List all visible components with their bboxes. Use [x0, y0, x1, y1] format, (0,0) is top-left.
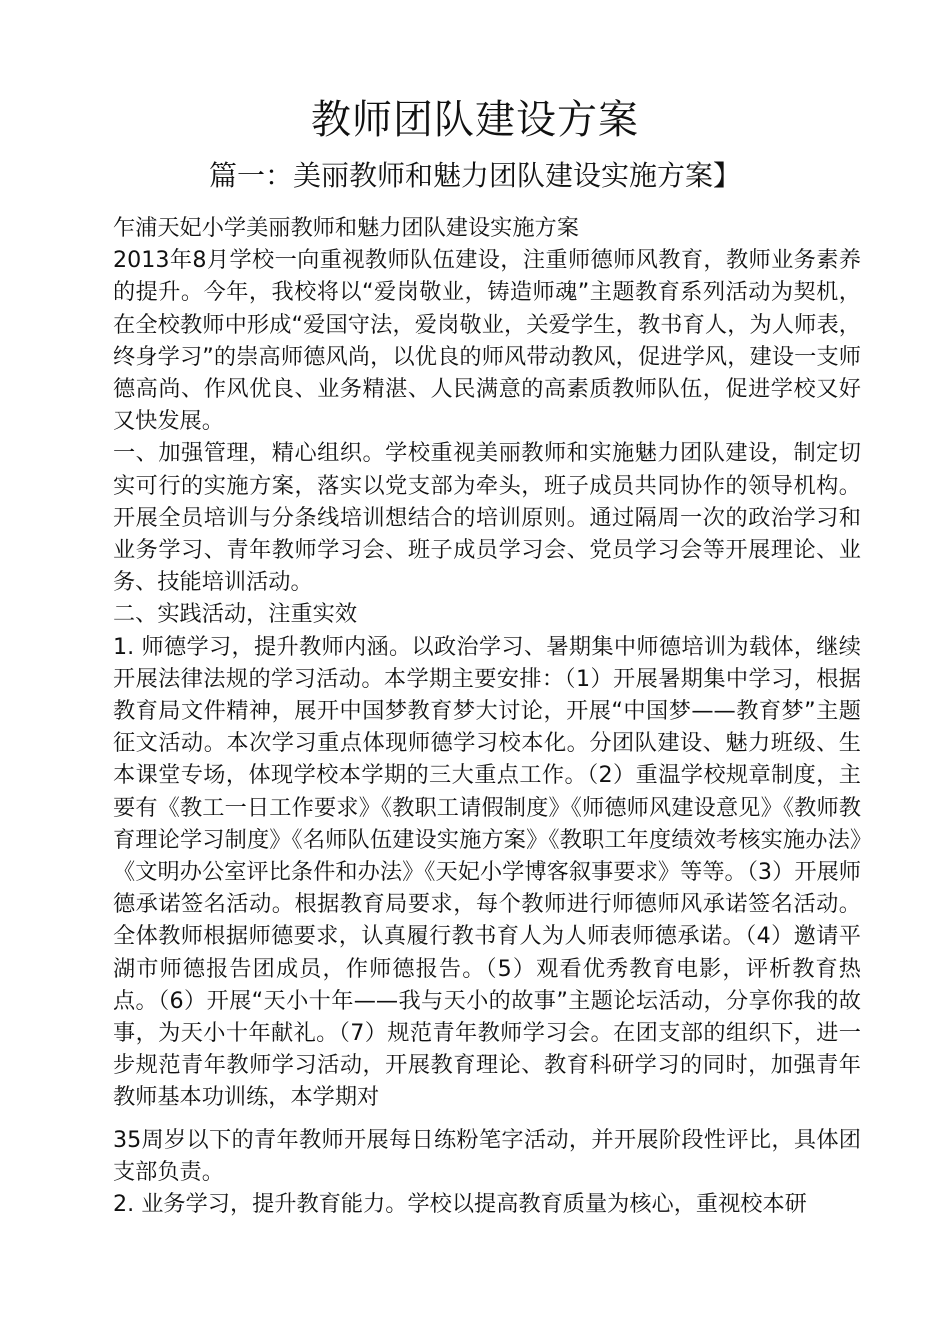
- document-subtitle: 篇一：美丽教师和魅力团队建设实施方案】: [208, 159, 741, 192]
- body-section-2: [113, 1124, 861, 1221]
- intro-paragraph: 2013年8月学校一向重视教师队伍建设，注重师德师风教育，教师业务素养的提升。今年，我校将以“爱岗敬业，铸造师魂”主题教育系列活动为契机，在全校教师中形成“爱国守法，爱岗敬业，关爱学生，教书育人，为人师表，终身学习”的崇高师德风尚，以优良的师风带动教风，促进学风，建设一支师德高尚、作风优良、业务精湛、人民满意的高素质教师队伍，促进学校又好又快发展。: [113, 247, 861, 435]
- document-title: 教师团队建设方案: [311, 97, 639, 143]
- management-paragraph: 一、加强管理，精心组织。学校重视美丽教师和实施魅力团队建设，制定切实可行的实施方案，落实以党支部为牵头，班子成员共同协作的领导机构。开展全员培训与分条线培训想结合的培训原则。通过隔周一次的政治学习和业务学习、青年教师学习会、班子成员学习会、党员学习会等开展理论、业务、技能培训活动。: [113, 440, 861, 596]
- chalk-practice-paragraph: 35周岁以下的青年教师开展每日练粉笔字活动，并开展阶段性评比，具体团支部负责。: [113, 1127, 861, 1186]
- body-section-1: [113, 212, 861, 1114]
- business-study-paragraph: 2. 业务学习，提升教育能力。学校以提高教育质量为核心，重视校本研: [113, 1191, 807, 1218]
- school-plan-heading: 乍浦天妃小学美丽教师和魅力团队建设实施方案: [113, 215, 579, 241]
- practice-heading: 二、实践活动，注重实效: [113, 601, 358, 628]
- ethics-study-paragraph: 1. 师德学习，提升教师内涵。以政治学习、暑期集中师德培训为载体，继续开展法律法规的学习活动。本学期主要安排：（1）开展暑期集中学习，根据教育局文件精神，展开中国梦教育梦大讨论，开展“中国梦——教育梦”主题征文活动。本次学习重点体现师德学习校本化。分团队建设、魅力班级、生本课堂专场，体现学校本学期的三大重点工作。（2）重温学校规章制度，主要有《教工一日工作要求》《教职工请假制度》《师德师风建设意见》《教师教育理论学习制度》《名师队伍建设实施方案》《教职工年度绩效考核实施办法》《文明办公室评比条件和办法》《天妃小学博客叙事要求》等等。（3）开展师德承诺签名活动。根据教育局要求，每个教师进行师德师风承诺签名活动。全体教师根据师德要求，认真履行教书育人为人师表师德承诺。（4）邀请平湖市师德报告团成员，作师德报告。（5）观看优秀教育电影，评析教育热点。（6）开展“天小十年——我与天小的故事”主题论坛活动，分享你我的故事，为天小十年献礼。（7）规范青年教师学习会。在团支部的组织下，进一步规范青年教师学习活动，开展教育理论、教育科研学习的同时，加强青年教师基本功训练，本学期对: [113, 633, 861, 1111]
